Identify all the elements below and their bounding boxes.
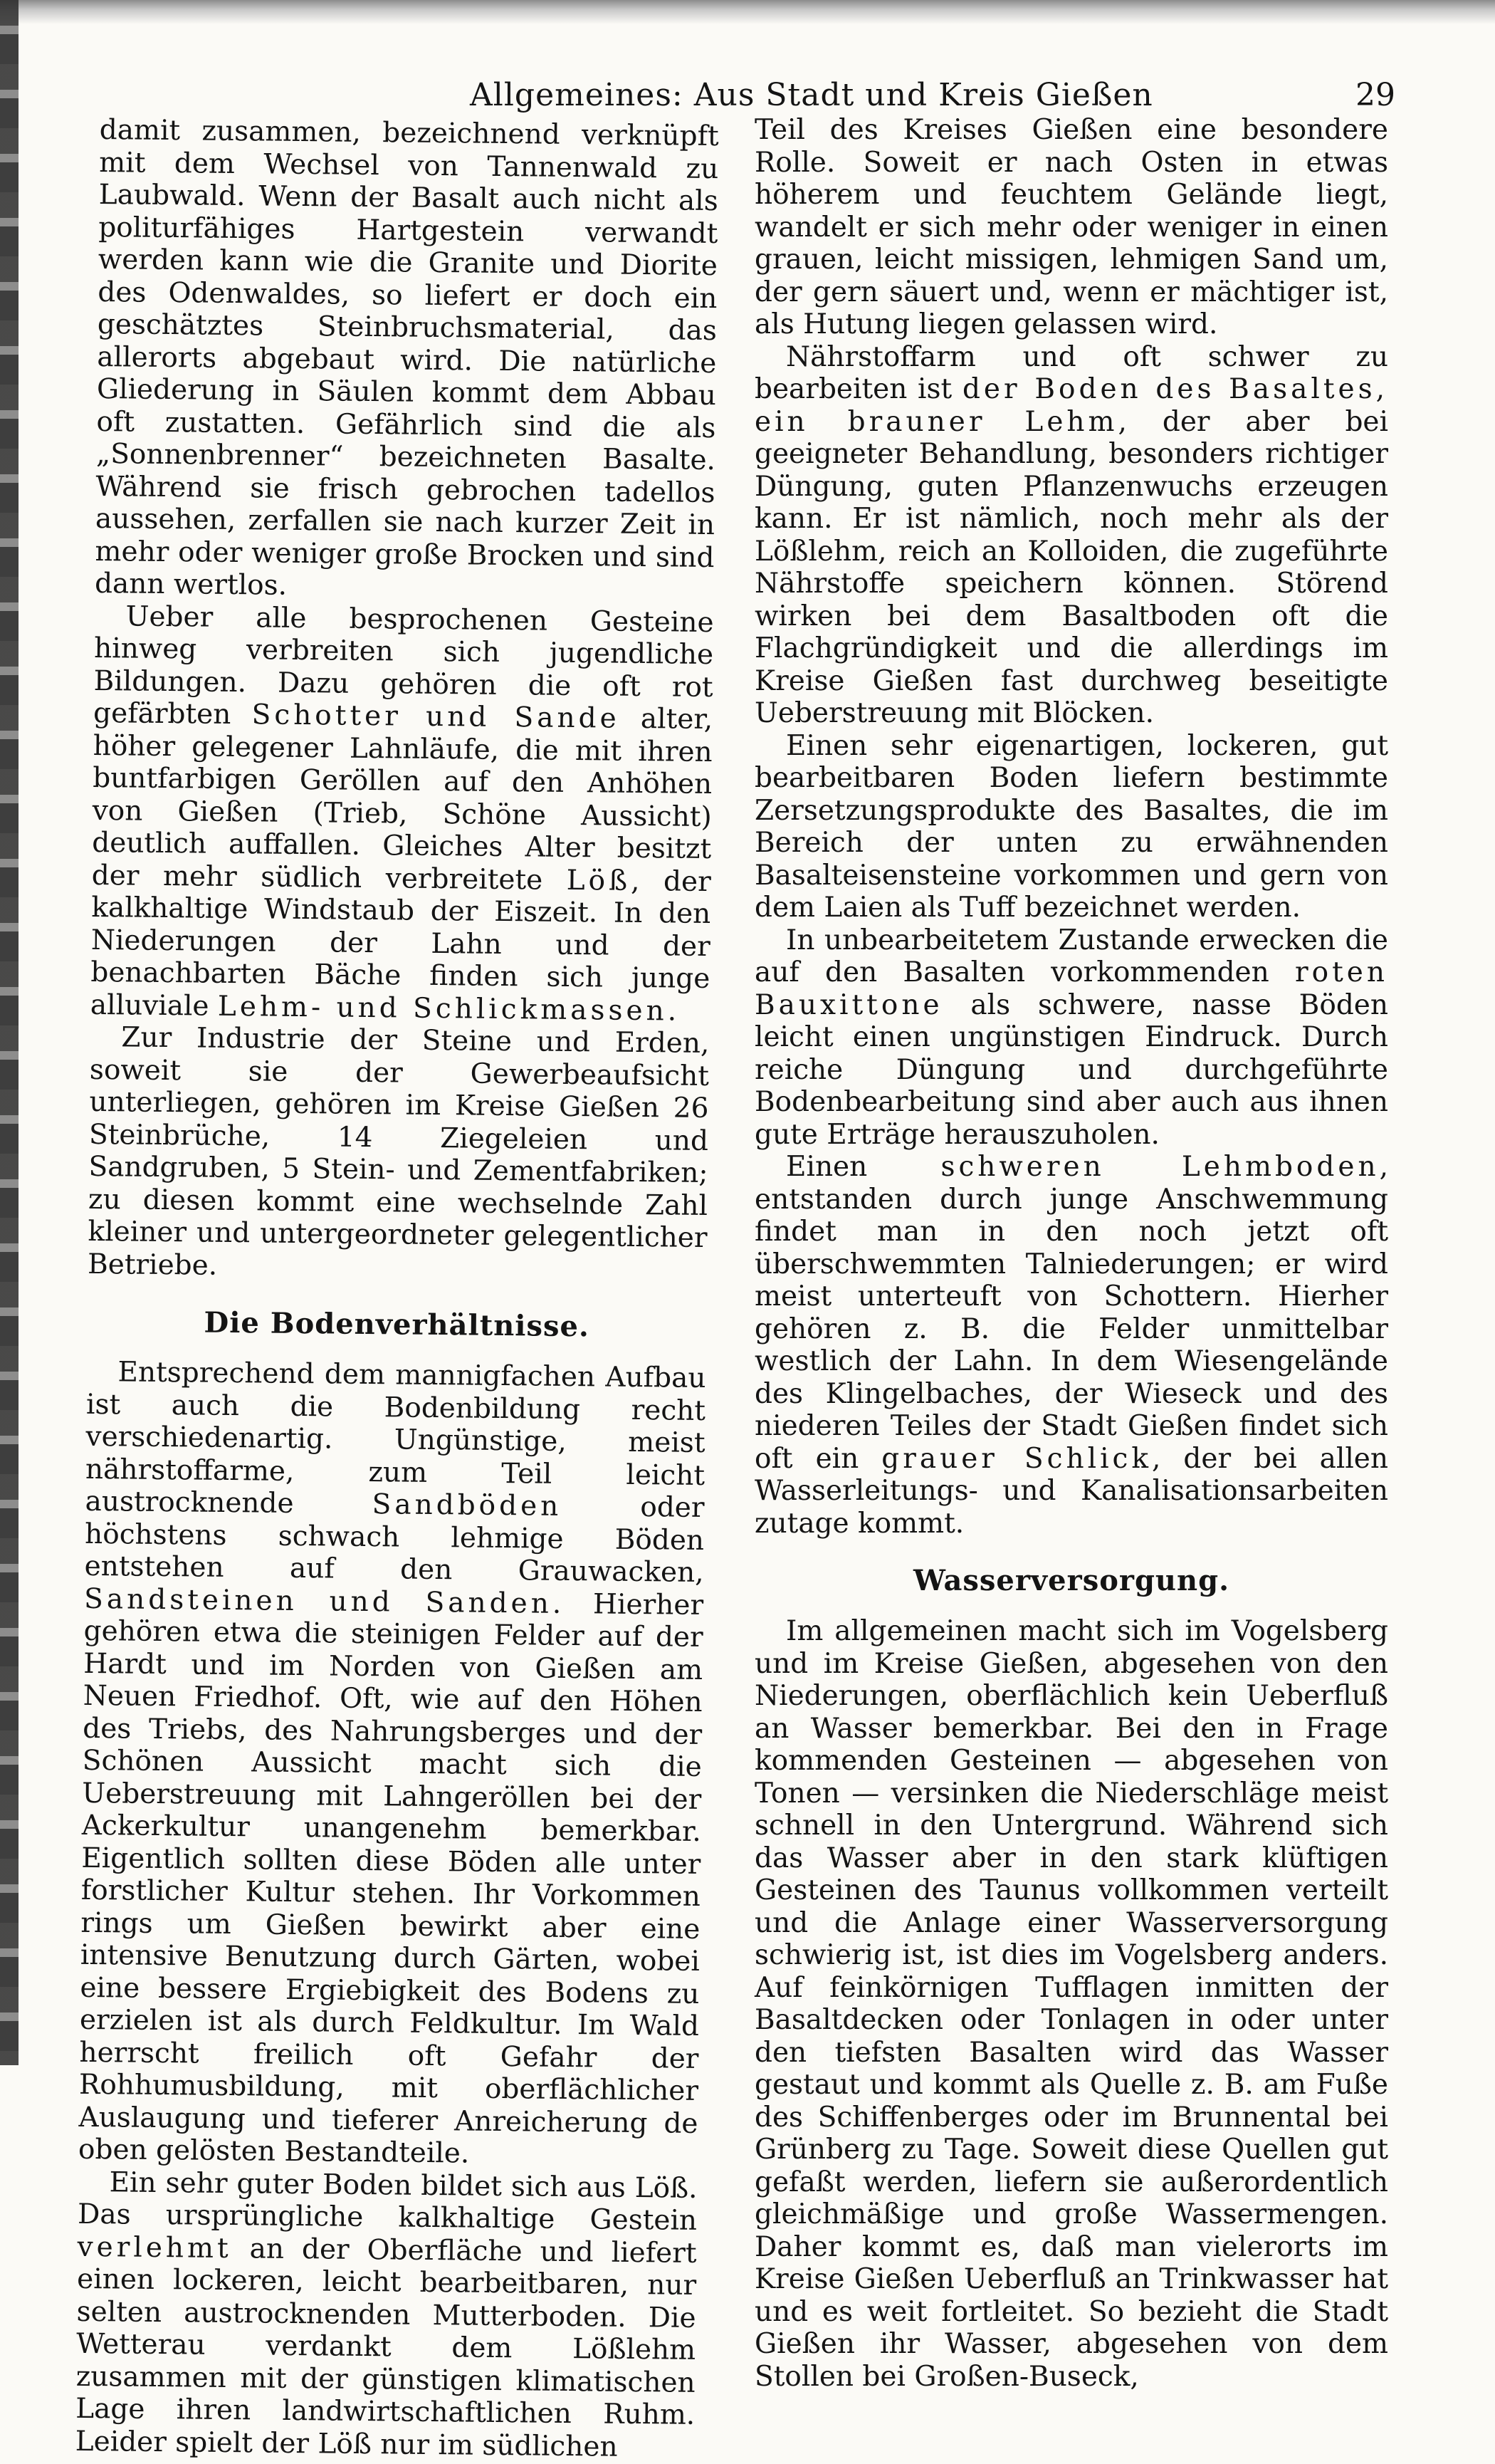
emphasis: der Boden des Basaltes, ein brauner Lehm xyxy=(755,373,1388,438)
emphasis: Schotter und Sande xyxy=(251,699,620,735)
emphasis: grauer Schlick xyxy=(881,1442,1153,1475)
right-column xyxy=(755,114,1388,2393)
emphasis: Sandböden xyxy=(372,1488,562,1523)
emphasis: Löß xyxy=(566,864,631,897)
paragraph: Zur Industrie der Steine und Erden, soweit sie der Gewerbeaufsicht unterliegen, gehören im Kreise Gießen 26 Steinbrüche, 14 Ziegeleien und Sandgruben, 5 Stein- und Zementfabriken; zu diesen kommt eine wechselnde Zahl kleiner und untergeordneter gelegentlicher Betriebe. xyxy=(87,1021,710,1282)
emphasis: Lehm- und Schlickmassen. xyxy=(217,990,681,1028)
section-heading: Wasserversorgung. xyxy=(913,1564,1229,1597)
paragraph: Im allgemeinen macht sich im Vogelsberg und im Kreise Gießen, abgesehen von den Niederungen, oberflächlich kein Ueberfluß an Wasser bemerkbar. Bei den in Frage kommenden Gesteinen — abgesehen von Tonen — versinken die Niederschläge meist schnell in den Untergrund. Während sich das Wasser aber in den stark klüftigen Gesteinen des Taunus vollkommen verteilt und die Anlage einer Wasserversorgung schwierig ist, ist dies im Vogelsberg anders. Auf feinkörnigen Tufflagen inmitten der Basaltdecken oder Tonlagen in oder unter den tiefsten Basalten wird das Wasser gestaut und kommt als Quelle z. B. am Fuße des Schiffenberges oder im Brunnental bei Grünberg zu Tage. Soweit diese Quellen gut gefaßt werden, liefern sie außerordentlich gleichmäßige und große Wassermengen. Daher kommt es, daß man vielerorts im Kreise Gießen Ueberfluß an Trinkwasser hat und es weit fortleitet. So bezieht die Stadt Gießen ihr Wasser, abgesehen von dem Stollen bei Großen-Buseck, xyxy=(755,1615,1388,2393)
paragraph: Teil des Kreises Gießen eine besondere Rolle. Soweit er nach Osten in etwas höherem und feuchtem Gelände liegt, wandelt er sich mehr oder weniger in einen grauen, leicht missigen, lehmigen Sand um, der gern säuert und, wenn er mächtiger ist, als Hutung liegen gelassen wird. xyxy=(755,114,1388,340)
section-heading: Die Bodenverhältnisse. xyxy=(204,1305,590,1344)
page-number: 29 xyxy=(1355,77,1395,113)
scan-binding-edge xyxy=(0,0,19,2065)
paragraph: Ueber alle besprochenen Gesteine hinweg verbreiten sich jugendliche Bildungen. Dazu gehören die oft rot gefärbten Schotter und Sande alter, höher gelegener Lahnläufe, die mit ihren buntfarbigen Geröllen auf den Anhöhen von Gießen (Trieb, Schöne Aussicht) deutlich auffallen. Gleiches Alter besitzt der mehr südlich verbreitete Löß, der kalkhaltige Windstaub der Eiszeit. In den Niederungen der Lahn und der benachbarten Bäche finden sich junge alluviale Lehm- und Schlickmassen. xyxy=(90,600,714,1028)
paragraph: Nährstoffarm und oft schwer zu bearbeiten ist der Boden des Basaltes, ein brauner Lehm, der aber bei geeigneter Behandlung, besonders richtiger Düngung, guten Pflanzenwuchs erzeugen kann. Er ist nämlich, noch mehr als der Lößlehm, reich an Kolloiden, die zugeführte Nährstoffe speichern können. Störend wirken bei dem Basaltboden oft die Flachgründigkeit und die allerdings im Kreise Gießen fast durchweg beseitigte Ueberstreuung mit Blöcken. xyxy=(755,340,1388,729)
paragraph: Entsprechend dem mannigfachen Aufbau ist auch die Bodenbildung recht verschiedenartig. Ungünstige, meist nährstoffarme, zum Teil leicht austrocknende Sandböden oder höchstens schwach lehmige Böden entstehen auf den Grauwacken, Sandsteinen und Sanden. Hierher gehören etwa die steinigen Felder auf der Hardt und im Norden von Gießen am Neuen Friedhof. Oft, wie auf den Höhen des Triebs, des Nahrungsberges und der Schönen Aussicht macht sich die Ueberstreuung mit Lahngeröllen bei der Ackerkultur unangenehm bemerkbar. Eigentlich sollten diese Böden alle unter forstlicher Kultur stehen. Ihr Vorkommen rings um Gießen bewirkt aber eine intensive Benutzung durch Gärten, wobei eine bessere Ergiebigkeit des Bodens zu erzielen ist als durch Feldkultur. Im Wald herrscht freilich oft Gefahr der Rohhumusbildung, mit oberflächlicher Auslaugung und tieferer Anreicherung de oben gelösten Bestandteile. xyxy=(78,1356,706,2170)
paragraph: Einen schweren Lehmboden, entstanden durch junge Anschwemmung findet man in den noch jetzt oft überschwemmten Talniederungen; er wird meist unterteuft von Schottern. Hierher gehören z. B. die Felder unmittelbar westlich der Lahn. In dem Wiesengelände des Klingelbaches, der Wieseck und des niederen Teiles der Stadt Gießen findet sich oft ein grauer Schlick, der bei allen Wasserleitungs- und Kanalisationsarbeiten zutage kommt. xyxy=(755,1151,1389,1540)
running-header: Allgemeines: Aus Stadt und Kreis Gießen xyxy=(470,77,1153,113)
left-column xyxy=(75,114,719,2464)
emphasis: Sandsteinen und Sanden. xyxy=(83,1582,565,1620)
scan-top-shadow xyxy=(0,0,1495,24)
paragraph: Einen sehr eigenartigen, lockeren, gut bearbeitbaren Boden liefern bestimmte Zersetzungsprodukte des Basaltes, die im Bereich der unten zu erwähnenden Basalteisensteine vorkommen und gern von dem Laien als Tuff bezeichnet werden. xyxy=(755,729,1388,924)
emphasis: verlehmt xyxy=(77,2230,232,2265)
paragraph: In unbearbeitetem Zustande erwecken die auf den Basalten vorkommenden roten Bauxittone als schwere, nasse Böden leicht einen ungünstigen Eindruck. Durch reiche Düngung und durchgeführte Bodenbearbeitung sind aber auch aus ihnen gute Erträge herauszuholen. xyxy=(755,924,1388,1151)
paragraph: damit zusammen, bezeichnend verknüpft mit dem Wechsel von Tannenwald zu Laubwald. Wenn der Basalt auch nicht als politurfähiges Hartgestein verwandt werden kann wie die Granite und Diorite des Odenwaldes, so liefert er doch ein geschätztes Steinbruchsmaterial, das allerorts abgebaut wird. Die natürliche Gliederung in Säulen kommt dem Abbau oft zustatten. Gefährlich sind die als „Sonnenbrenner“ bezeichneten Basalte. Während sie frisch gebrochen tadellos aussehen, zerfallen sie nach kurzer Zeit in mehr oder weniger große Brocken und sind dann wertlos. xyxy=(94,114,719,602)
emphasis: schweren Lehmboden xyxy=(940,1151,1380,1183)
emphasis: roten Bauxittone xyxy=(755,956,1388,1021)
paragraph: Ein sehr guter Boden bildet sich aus Löß. Das ursprüngliche kalkhaltige Gestein verlehmt an der Oberfläche und liefert einen lockeren, leicht bearbeitbaren, nur selten austrocknenden Mutterboden. Die Wetterau verdankt dem Lößlehm zusammen mit der günstigen klimatischen Lage ihren landwirtschaftlichen Ruhm. Leider spielt der Löß nur im südlichen xyxy=(75,2166,698,2463)
